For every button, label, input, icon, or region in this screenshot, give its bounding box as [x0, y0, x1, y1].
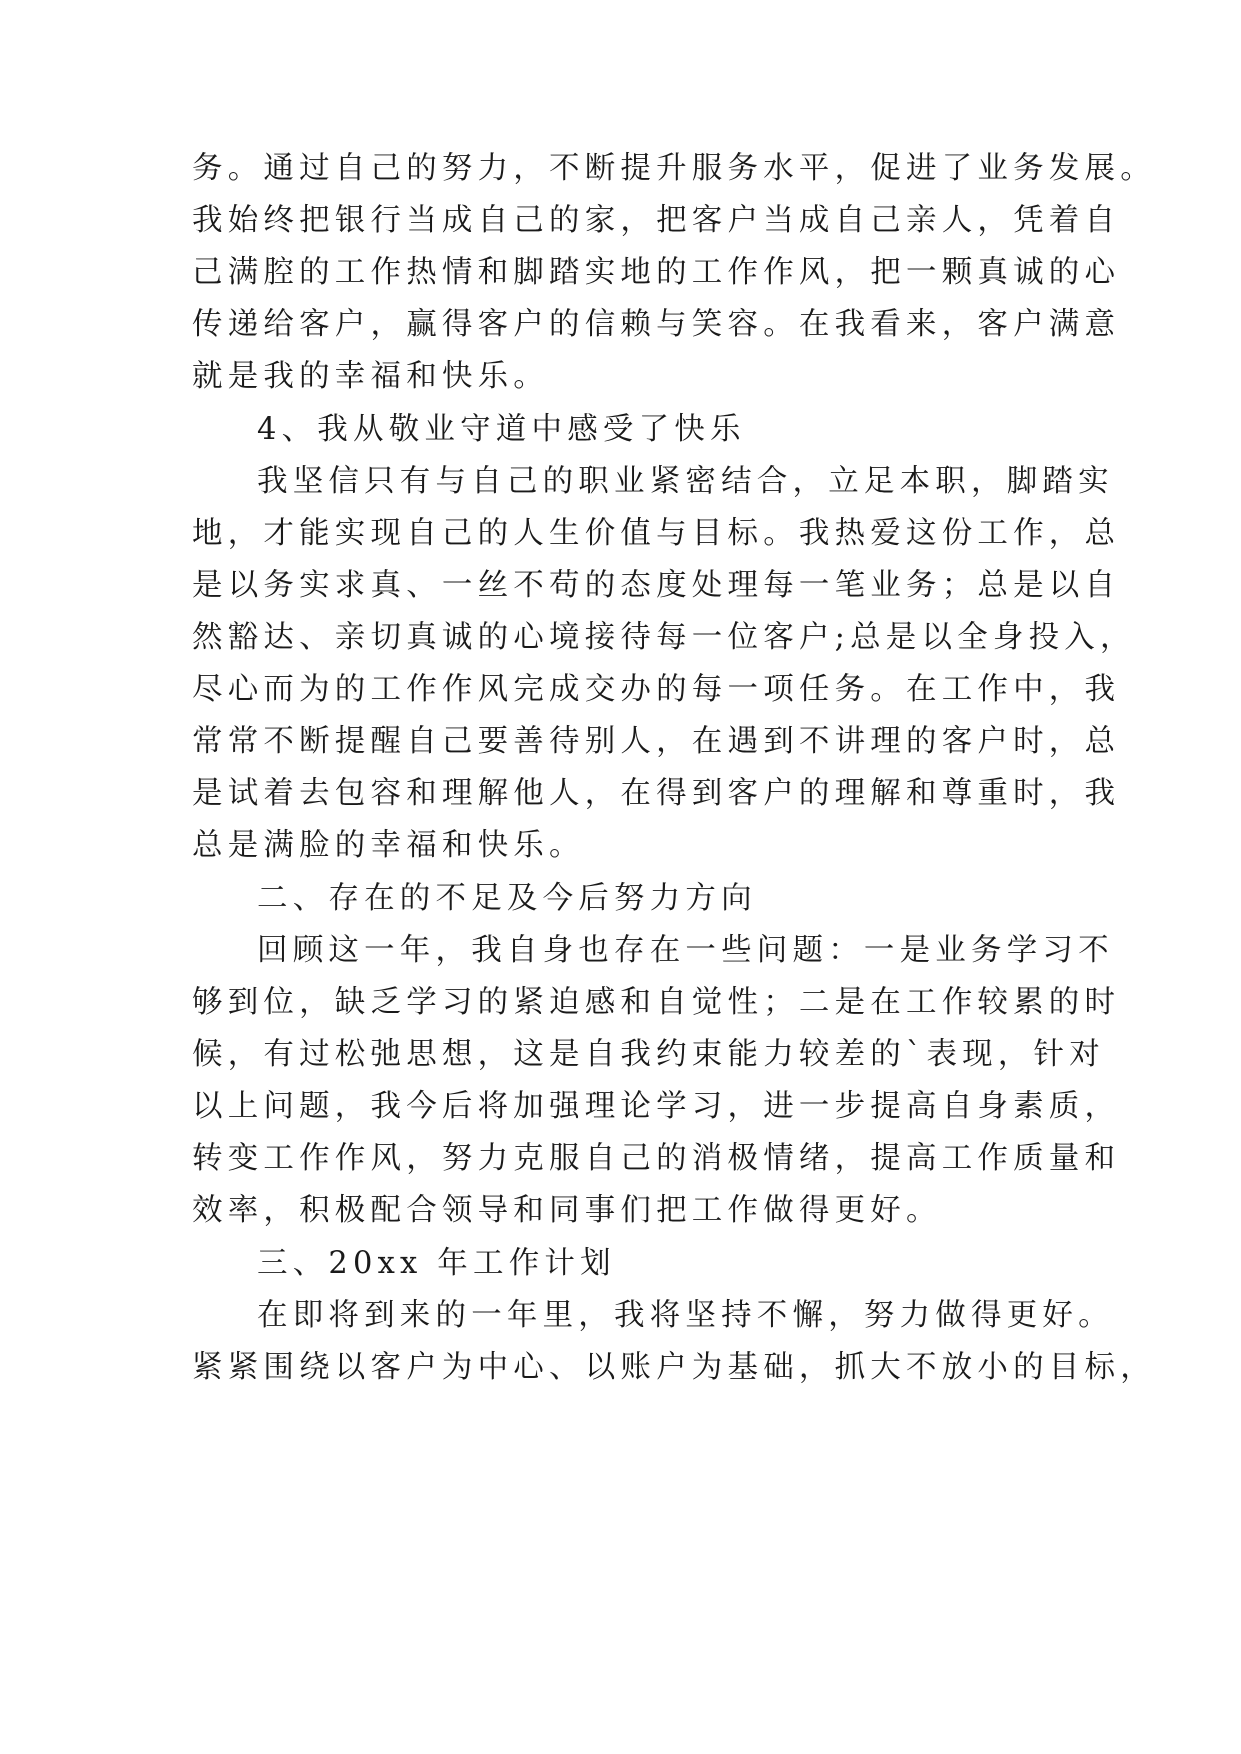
body-line: 地，才能实现自己的人生价值与目标。我热爱这份工作，总 — [192, 516, 1121, 551]
body-line: 我始终把银行当成自己的家，把客户当成自己亲人，凭着自 — [192, 203, 1121, 238]
body-line: 尽心而为的工作作风完成交办的每一项任务。在工作中，我 — [192, 672, 1121, 707]
body-line: 候，有过松弛思想，这是自我约束能力较差的`表现，针对 — [192, 1037, 1105, 1072]
paragraph-first-line: 我坚信只有与自己的职业紧密结合，立足本职，脚踏实 — [257, 464, 1114, 499]
body-line: 常常不断提醒自己要善待别人，在遇到不讲理的客户时，总 — [192, 724, 1121, 759]
body-line: 是试着去包容和理解他人，在得到客户的理解和尊重时，我 — [192, 776, 1121, 811]
section-heading: 4、我从敬业守道中感受了快乐 — [257, 412, 746, 447]
body-line: 是以务实求真、一丝不苟的态度处理每一笔业务；总是以自 — [192, 568, 1121, 603]
body-line: 效率，积极配合领导和同事们把工作做得更好。 — [192, 1193, 942, 1228]
body-line: 传递给客户，赢得客户的信赖与笑容。在我看来，客户满意 — [192, 307, 1121, 342]
section-heading: 三、20xx 年工作计划 — [257, 1246, 616, 1281]
body-line: 己满腔的工作热情和脚踏实地的工作作风，把一颗真诚的心 — [192, 255, 1121, 290]
body-line: 够到位，缺乏学习的紧迫感和自觉性；二是在工作较累的时 — [192, 985, 1121, 1020]
body-line: 务。通过自己的努力，不断提升服务水平，促进了业务发展。 — [192, 151, 1156, 186]
body-line: 总是满脸的幸福和快乐。 — [192, 828, 585, 863]
body-line: 转变工作作风，努力克服自己的消极情绪，提高工作质量和 — [192, 1141, 1121, 1176]
body-line: 以上问题，我今后将加强理论学习，进一步提高自身素质， — [192, 1089, 1121, 1124]
paragraph-first-line: 在即将到来的一年里，我将坚持不懈，努力做得更好。 — [257, 1298, 1114, 1333]
section-heading: 二、存在的不足及今后努力方向 — [257, 881, 757, 916]
paragraph-first-line: 回顾这一年，我自身也存在一些问题：一是业务学习不 — [257, 933, 1114, 968]
body-line: 紧紧围绕以客户为中心、以账户为基础，抓大不放小的目标， — [192, 1350, 1156, 1385]
body-line: 然豁达、亲切真诚的心境接待每一位客户;总是以全身投入， — [192, 620, 1136, 655]
body-line: 就是我的幸福和快乐。 — [192, 359, 549, 394]
